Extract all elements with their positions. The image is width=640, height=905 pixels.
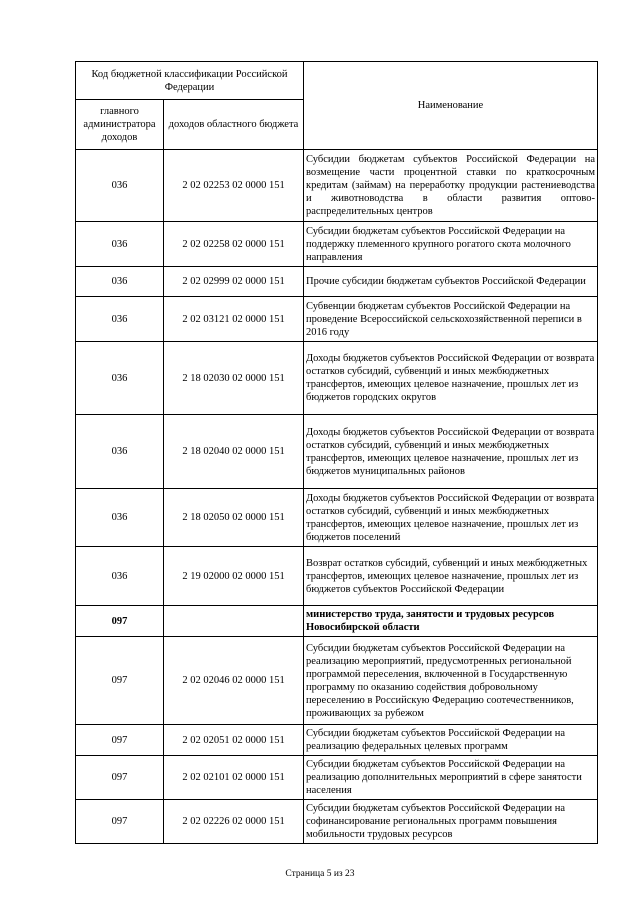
row-name: Субвенции бюджетам субъектов Российской Федерации на проведение Всероссийской сельскохозяйственной переписи в 2016 году: [304, 297, 598, 342]
admin-code: 036: [76, 297, 164, 342]
admin-code: 097: [76, 606, 164, 637]
row-name: Возврат остатков субсидий, субвенций и иных межбюджетных трансфертов, имеющих целевое назначение, прошлых лет из бюджетов субъектов Российской Федерации: [304, 547, 598, 606]
table-row-section: [76, 606, 598, 637]
budget-code: 2 02 02999 02 0000 151: [164, 267, 304, 297]
table-row: [76, 637, 598, 725]
table-row: [76, 725, 598, 756]
budget-code: 2 19 02000 02 0000 151: [164, 547, 304, 606]
table-row: [76, 547, 598, 606]
budget-code: 2 18 02030 02 0000 151: [164, 342, 304, 415]
table-row: [76, 297, 598, 342]
page-number: Страница 5 из 23: [285, 869, 355, 879]
table-row: [76, 756, 598, 800]
budget-code: 2 02 02258 02 0000 151: [164, 222, 304, 267]
admin-code: 097: [76, 756, 164, 800]
row-name: Субсидии бюджетам субъектов Российской Федерации на возмещение части процентной ставки по краткосрочным кредитам (займам) на переработку продукции растениеводства и животноводства в области развития оптово-распределительных центров: [304, 150, 598, 222]
admin-code: 036: [76, 267, 164, 297]
table-row: [76, 489, 598, 547]
table-row: [76, 222, 598, 267]
row-name: Субсидии бюджетам субъектов Российской Федерации на реализацию мероприятий, предусмотренных региональной программой переселения, включенной в Государственную программу по оказанию содействия добровольному переселению в Российскую Федерацию соотечественников, проживающих за рубежом: [304, 637, 598, 725]
budget-code: 2 18 02050 02 0000 151: [164, 489, 304, 547]
row-name: Доходы бюджетов субъектов Российской Федерации от возврата остатков субсидий, субвенций и иных межбюджетных трансфертов, имеющих целевое назначение, прошлых лет из бюджетов муниципальных районов: [304, 415, 598, 489]
budget-code: 2 02 02226 02 0000 151: [164, 800, 304, 844]
admin-code: 036: [76, 342, 164, 415]
admin-code: 036: [76, 489, 164, 547]
admin-code: 097: [76, 725, 164, 756]
admin-code: 036: [76, 222, 164, 267]
budget-code: [164, 606, 304, 637]
admin-code: 036: [76, 415, 164, 489]
budget-classification-table: [75, 61, 598, 844]
table-row: [76, 800, 598, 844]
budget-code: 2 02 02046 02 0000 151: [164, 637, 304, 725]
row-name: Субсидии бюджетам субъектов Российской Федерации на реализацию федеральных целевых программ: [304, 725, 598, 756]
budget-code: 2 02 02051 02 0000 151: [164, 725, 304, 756]
row-name: Субсидии бюджетам субъектов Российской Федерации на реализацию дополнительных мероприятий в сфере занятости населения: [304, 756, 598, 800]
header-group-title: Код бюджетной классификации Российской Федерации: [76, 62, 304, 100]
admin-code: 097: [76, 637, 164, 725]
table-row: [76, 150, 598, 222]
admin-code: 097: [76, 800, 164, 844]
admin-code: 036: [76, 547, 164, 606]
header-budget: доходов областного бюджета: [164, 100, 304, 150]
table-row: [76, 342, 598, 415]
header-name: Наименование: [304, 62, 598, 150]
row-name: Субсидии бюджетам субъектов Российской Федерации на поддержку племенного крупного рогатого скота молочного направления: [304, 222, 598, 267]
admin-code: 036: [76, 150, 164, 222]
budget-code: 2 02 02253 02 0000 151: [164, 150, 304, 222]
budget-code: 2 18 02040 02 0000 151: [164, 415, 304, 489]
row-name: Доходы бюджетов субъектов Российской Федерации от возврата остатков субсидий, субвенций и иных межбюджетных трансфертов, имеющих целевое назначение, прошлых лет из бюджетов поселений: [304, 489, 598, 547]
table-row: [76, 415, 598, 489]
row-name: Прочие субсидии бюджетам субъектов Российской Федерации: [304, 267, 598, 297]
budget-code: 2 02 02101 02 0000 151: [164, 756, 304, 800]
header-row: [76, 62, 598, 100]
table-row: [76, 267, 598, 297]
row-name: министерство труда, занятости и трудовых ресурсов Новосибирской области: [304, 606, 598, 637]
budget-code: 2 02 03121 02 0000 151: [164, 297, 304, 342]
header-admin: главного администратора доходов: [76, 100, 164, 150]
row-name: Доходы бюджетов субъектов Российской Федерации от возврата остатков субсидий, субвенций и иных межбюджетных трансфертов, имеющих целевое назначение, прошлых лет из бюджетов городских округов: [304, 342, 598, 415]
row-name: Субсидии бюджетам субъектов Российской Федерации на софинансирование региональных программ повышения мобильности трудовых ресурсов: [304, 800, 598, 844]
